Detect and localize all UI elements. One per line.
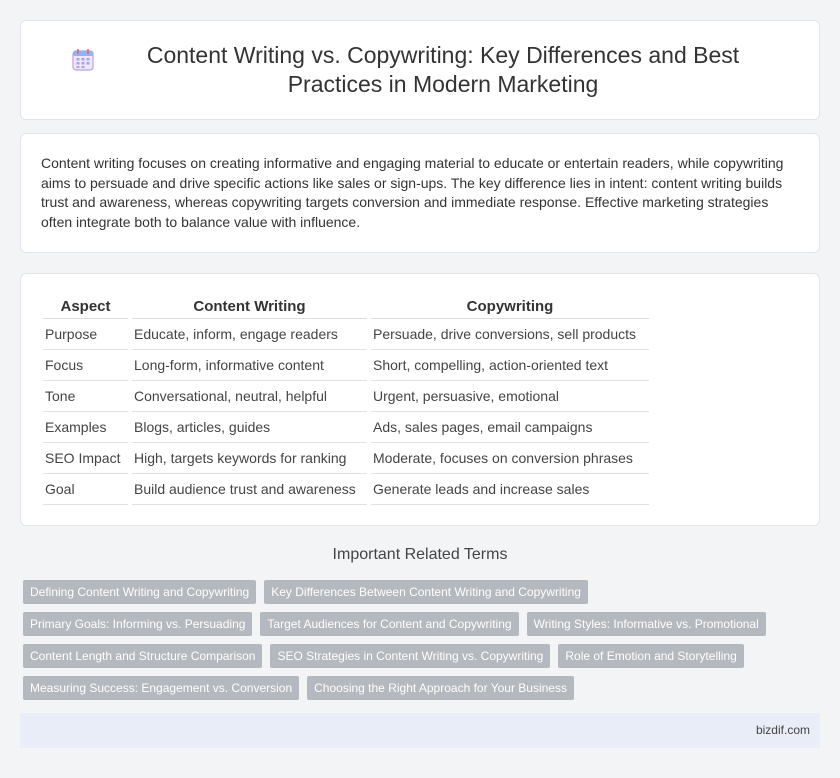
- cell-aspect: Focus: [43, 350, 128, 381]
- related-tag[interactable]: Content Length and Structure Comparison: [23, 644, 262, 668]
- cell-aspect: Examples: [43, 412, 128, 443]
- calendar-icon: [70, 47, 96, 73]
- cell-aspect: Purpose: [43, 319, 128, 350]
- cell-content-writing: Educate, inform, engage readers: [132, 319, 367, 350]
- cell-copywriting: Generate leads and increase sales: [371, 474, 649, 505]
- table-row: [43, 474, 649, 505]
- table-row: [43, 412, 649, 443]
- related-tag[interactable]: Choosing the Right Approach for Your Business: [307, 676, 574, 700]
- cell-copywriting: Short, compelling, action-oriented text: [371, 350, 649, 381]
- header-copywriting: Copywriting: [371, 296, 649, 319]
- related-terms-title: Important Related Terms: [332, 546, 508, 563]
- table-row: [43, 319, 649, 350]
- cell-content-writing: Long-form, informative content: [132, 350, 367, 381]
- intro-paragraph: Content writing focuses on creating informative and engaging material to educate or entertain readers, while copywriting aims to persuade and drive specific actions like sales or sign-ups. The key difference lies in intent: content writing builds trust and awareness, whereas copywriting targets conversion and immediate response. Effective marketing strategies often integrate both to balance value with influence.: [41, 155, 784, 230]
- title-wrap: [70, 41, 770, 99]
- title-card: [20, 20, 820, 120]
- related-tag[interactable]: Defining Content Writing and Copywriting: [23, 580, 256, 604]
- cell-copywriting: Persuade, drive conversions, sell products: [371, 319, 649, 350]
- cell-aspect: Goal: [43, 474, 128, 505]
- related-tag[interactable]: Target Audiences for Content and Copywriting: [260, 612, 518, 636]
- table-row: [43, 350, 649, 381]
- cell-aspect: Tone: [43, 381, 128, 412]
- related-tag[interactable]: Key Differences Between Content Writing and Copywriting: [264, 580, 588, 604]
- cell-content-writing: Blogs, articles, guides: [132, 412, 367, 443]
- related-tag[interactable]: Role of Emotion and Storytelling: [558, 644, 743, 668]
- related-tag[interactable]: Primary Goals: Informing vs. Persuading: [23, 612, 252, 636]
- related-tag[interactable]: SEO Strategies in Content Writing vs. Copywriting: [270, 644, 550, 668]
- related-terms-tags: [23, 580, 823, 708]
- cell-copywriting: Ads, sales pages, email campaigns: [371, 412, 649, 443]
- table-row: [43, 443, 649, 474]
- intro-card: [20, 133, 820, 253]
- header-aspect: Aspect: [43, 296, 128, 319]
- header-content-writing: Content Writing: [132, 296, 367, 319]
- cell-aspect: SEO Impact: [43, 443, 128, 474]
- cell-content-writing: Conversational, neutral, helpful: [132, 381, 367, 412]
- cell-copywriting: Urgent, persuasive, emotional: [371, 381, 649, 412]
- related-tag[interactable]: Writing Styles: Informative vs. Promotional: [527, 612, 766, 636]
- related-tag[interactable]: Measuring Success: Engagement vs. Conversion: [23, 676, 299, 700]
- page-title: Content Writing vs. Copywriting: Key Differences and Best Practices in Modern Marketing: [146, 42, 740, 97]
- comparison-table: [39, 296, 653, 505]
- cell-copywriting: Moderate, focuses on conversion phrases: [371, 443, 649, 474]
- cell-content-writing: Build audience trust and awareness: [132, 474, 367, 505]
- cell-content-writing: High, targets keywords for ranking: [132, 443, 367, 474]
- table-header-row: [43, 296, 649, 319]
- footer: [20, 713, 820, 748]
- footer-site-link[interactable]: bizdif.com: [755, 723, 810, 737]
- comparison-card: [20, 273, 820, 526]
- table-row: [43, 381, 649, 412]
